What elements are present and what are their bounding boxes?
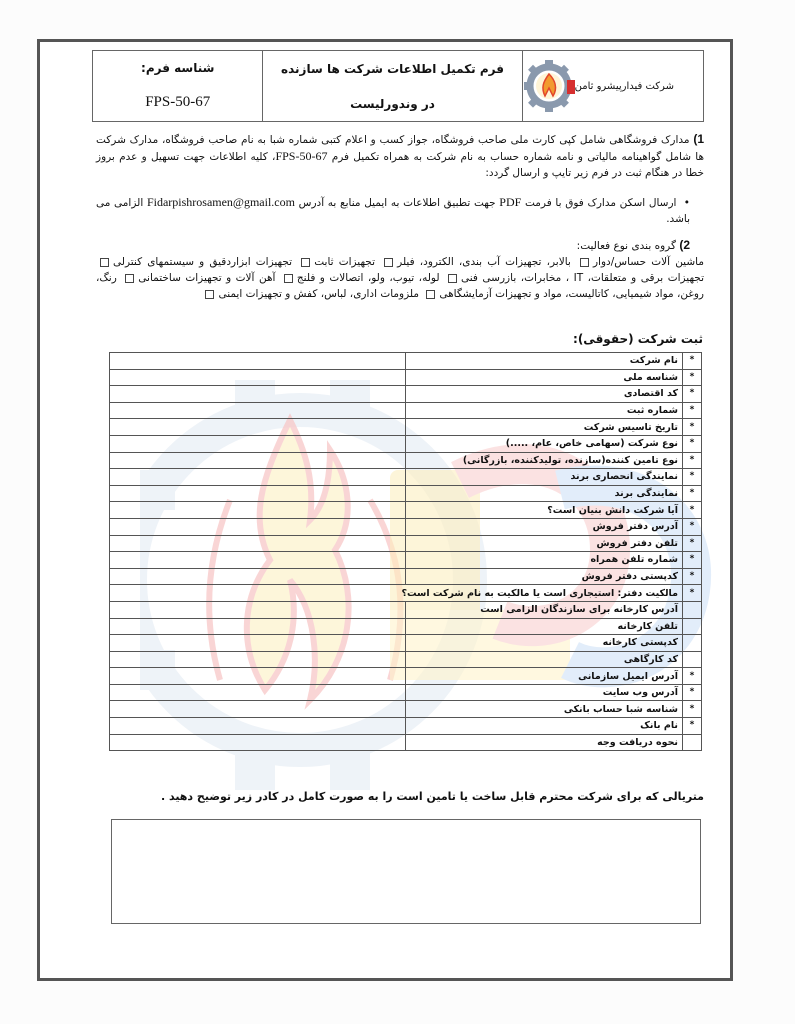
required-marker: * [683,386,702,403]
required-marker: * [683,668,702,685]
table-row [110,718,702,735]
form-title-line1: فرم تکمیل اطلاعات شرکت ها سازنده [281,61,504,76]
table-row [110,469,702,486]
table-row [110,668,702,685]
table-row [110,419,702,436]
table-row [110,552,702,569]
field-value-input[interactable] [110,386,406,403]
field-label: نام بانک [406,718,683,735]
field-value-input[interactable] [110,701,406,718]
table-row [110,635,702,652]
category-checkbox[interactable] [301,258,310,267]
activity-categories [96,254,704,302]
field-value-input[interactable] [110,651,406,668]
required-marker: * [683,502,702,519]
bullet-text-c: الزامی می باشد. [96,197,690,225]
table-row [110,402,702,419]
category-label: تجهیزات ثابت [314,256,376,268]
instruction-item-1 [96,131,704,181]
table-row [110,386,702,403]
category-label: رنگ، روغن، مواد شیمیایی، کاتالیست، مواد و تجهیزات آزمایشگاهی [96,272,704,300]
field-value-input[interactable] [110,684,406,701]
category-label: بالابر، تجهیزات آب بندی، الکترود، فیلر [397,256,571,268]
category-checkbox[interactable] [205,290,214,299]
table-row [110,568,702,585]
item-1-text-b: ، کلیه اطلاعات جهت تسهیل و عدم بروز خطا در هنگام ثبت در فرم زیر تایپ و ارسال گردد: [96,151,704,179]
required-marker: * [683,568,702,585]
table-row [110,684,702,701]
table-row [110,601,702,618]
field-value-input[interactable] [110,518,406,535]
field-label: تلفن دفتر فروش [406,535,683,552]
company-logo-icon [523,58,575,114]
field-value-input[interactable] [110,435,406,452]
required-marker [683,618,702,635]
field-label: شماره ثبت [406,402,683,419]
field-label: کدپستی کارخانه [406,635,683,652]
category-checkbox[interactable] [100,258,109,267]
field-label: مالکیت دفتر: استیجاری است یا مالکیت به نام شرکت است؟ [110,585,683,602]
field-value-input[interactable] [110,718,406,735]
category-label: آهن آلات و تجهیزات ساختمانی [138,272,276,284]
instruction-bullet [96,194,704,227]
required-marker: * [683,701,702,718]
table-row [110,353,702,370]
field-value-input[interactable] [110,618,406,635]
field-value-input[interactable] [110,552,406,569]
field-value-input[interactable] [110,535,406,552]
field-value-input[interactable] [110,485,406,502]
item-2-title: گروه بندی نوع فعالیت: [576,240,676,252]
table-row [110,535,702,552]
category-checkbox[interactable] [426,290,435,299]
field-label: نحوه دریافت وجه [406,734,683,751]
required-marker: * [683,452,702,469]
field-value-input[interactable] [110,734,406,751]
required-marker: * [683,419,702,436]
field-label: کد کارگاهی [406,651,683,668]
bullet-text-a: ارسال اسکن مدارک فوق با فرمت [524,197,677,209]
category-label: تجهیزات برقی و متعلقات، IT ، مخابرات، بازرسی فنی [461,272,705,284]
field-value-input[interactable] [110,353,406,370]
field-label: نمایندگی برند [406,485,683,502]
form-id-label: شناسه فرم: [141,60,215,75]
required-marker: * [683,585,702,602]
field-label: نام شرکت [406,353,683,370]
category-checkbox[interactable] [284,274,293,283]
field-label: تاریخ تاسیس شرکت [406,419,683,436]
item-1-text-a: مدارک فروشگاهی شامل کپی کارت ملی صاحب فروشگاه، جواز کسب و اعلام کتبی شماره شبا به نام صاحب فروشگاه، مدارک شرکت ها شامل گواهینامه مالیاتی و نامه شماره حساب به نام شرکت به همراه تکمیل فرم [96,134,705,163]
required-marker: * [683,684,702,701]
table-row [110,585,702,602]
table-row [110,618,702,635]
table-row [110,701,702,718]
field-value-input[interactable] [110,601,406,618]
field-label: آدرس دفتر فروش [406,518,683,535]
table-row [110,435,702,452]
table-row [110,502,702,519]
required-marker: * [683,552,702,569]
field-label: شناسه ملی [406,369,683,386]
required-marker: * [683,535,702,552]
form-header [92,50,704,122]
field-label: آدرس ایمیل سازمانی [406,668,683,685]
category-checkbox[interactable] [384,258,393,267]
category-label: تجهیزات ابزاردقیق و سیستمهای کنترلی [113,256,293,268]
category-label: لوله، تیوب، ولو، اتصالات و فلنج [296,272,440,284]
field-value-input[interactable] [110,668,406,685]
field-value-input[interactable] [110,402,406,419]
field-value-input[interactable] [110,568,406,585]
required-marker: * [683,369,702,386]
table-row [110,518,702,535]
required-marker: * [683,469,702,486]
instruction-item-2 [96,237,704,254]
field-label: نمایندگی انحصاری برند [406,469,683,486]
required-marker: * [683,353,702,370]
field-label: آدرس کارخانه برای سازندگان الزامی است [406,601,683,618]
materials-description-input[interactable] [111,819,701,924]
form-id-value: FPS-50-67 [145,94,211,111]
required-marker: * [683,435,702,452]
category-label: ماشین آلات حساس/دوار [592,256,704,268]
category-checkbox[interactable] [448,274,457,283]
required-marker: * [683,485,702,502]
field-value-input[interactable] [110,502,406,519]
required-marker: * [683,402,702,419]
required-marker: * [683,518,702,535]
field-label: آیا شرکت دانش بنیان است؟ [406,502,683,519]
required-marker [683,734,702,751]
field-label: نوع شرکت (سهامی خاص، عام، .....) [406,435,683,452]
table-row [110,651,702,668]
category-checkbox[interactable] [580,258,589,267]
email-link[interactable]: Fidarpishrosamen@gmail.com [146,195,295,209]
field-value-input[interactable] [110,469,406,486]
item-1-number: 1) [693,132,704,146]
bullet-text-b: جهت تطبیق اطلاعات به ایمیل منابع به آدرس [298,197,496,209]
field-label: شماره تلفن همراه [406,552,683,569]
item-1-form-code: FPS-50-67 [275,149,328,163]
field-label: کد اقتصادی [406,386,683,403]
form-title-line2: در وندورلیست [350,96,435,111]
field-value-input[interactable] [110,369,406,386]
header-title-cell [262,51,521,121]
field-label: آدرس وب سایت [406,684,683,701]
field-value-input[interactable] [110,635,406,652]
registration-table [109,352,702,751]
required-marker [683,601,702,618]
field-label: نوع تامین کننده(سازنده، تولیدکننده، بازرگانی) [406,452,683,469]
required-marker [683,635,702,652]
field-label: تلفن کارخانه [406,618,683,635]
materials-note: متریالی که برای شرکت محترم قابل ساخت یا تامین است را به صورت کامل در کادر زیر توضیح دهید . [160,790,704,803]
bullet-dot-icon: • [680,197,690,209]
required-marker [683,651,702,668]
table-row [110,734,702,751]
table-row [110,452,702,469]
header-company-cell [522,51,703,121]
field-value-input[interactable] [110,452,406,469]
category-checkbox[interactable] [125,274,134,283]
item-2-number: 2) [679,238,690,252]
table-row [110,369,702,386]
header-form-id-cell [93,51,262,121]
table-row [110,485,702,502]
registration-section-title: ثبت شرکت (حقوقی): [573,332,703,346]
required-marker: * [683,718,702,735]
field-value-input[interactable] [110,419,406,436]
company-name: شرکت فیدارپیشرو ثامن [574,80,674,92]
bullet-pdf: PDF [499,195,522,209]
category-label: ملزومات اداری، لباس، کفش و تجهیزات ایمنی [218,288,419,300]
field-label: شناسه شبا حساب بانکی [406,701,683,718]
field-label: کدپستی دفتر فروش [406,568,683,585]
